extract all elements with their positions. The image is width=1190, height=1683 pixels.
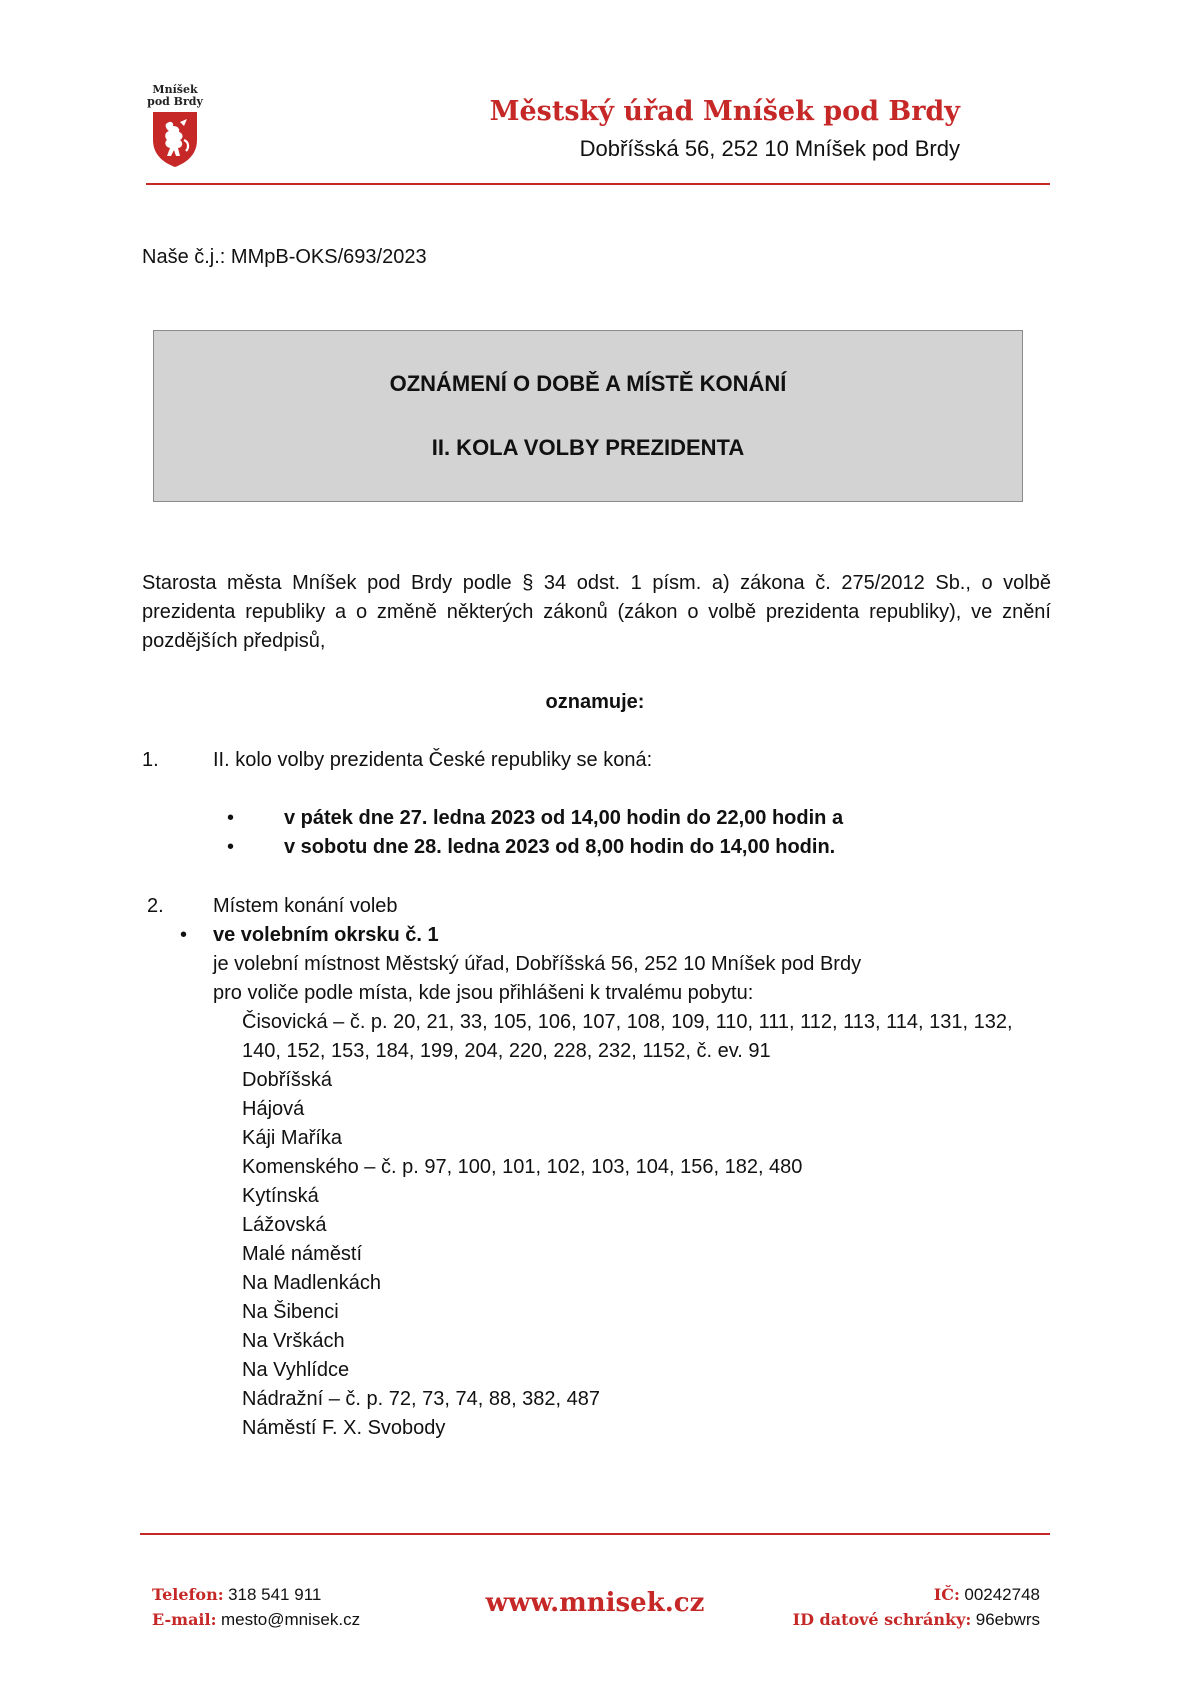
ic-value: 00242748 — [964, 1585, 1040, 1604]
list-item: Náměstí F. X. Svobody — [242, 1417, 446, 1439]
ic-label: IČ: — [933, 1585, 960, 1604]
header-divider — [146, 183, 1050, 185]
phone-value: 318 541 911 — [228, 1585, 322, 1604]
email-label: E-mail: — [152, 1610, 217, 1629]
date-item-friday: v pátek dne 27. ledna 2023 od 14,00 hodin do 22,00 hodin a — [284, 807, 844, 829]
list-item: Na Madlenkách — [242, 1272, 381, 1294]
footer-databox — [793, 1610, 1040, 1630]
list-item: Lážovská — [242, 1214, 327, 1236]
municipal-logo — [140, 84, 210, 168]
bullet-icon: • — [227, 836, 235, 858]
databox-label: ID datové schránky: — [792, 1610, 972, 1629]
section2-text: Místem konání voleb — [213, 895, 398, 917]
footer-ic — [934, 1585, 1040, 1605]
list-item: Komenského – č. p. 97, 100, 101, 102, 103, 104, 156, 182, 480 — [242, 1156, 803, 1178]
list-item: Malé náměstí — [242, 1243, 363, 1265]
website-link[interactable]: www.mnisek.cz — [485, 1588, 705, 1618]
reference-number: Naše č.j.: MMpB-OKS/693/2023 — [142, 246, 427, 268]
office-address: Dobříšská 56, 252 10 Mníšek pod Brdy — [579, 136, 960, 161]
logo-line2: pod Brdy — [147, 95, 203, 108]
date-item-saturday: v sobotu dne 28. ledna 2023 od 8,00 hodin do 14,00 hodin. — [284, 836, 836, 858]
email-link[interactable]: mesto@mnisek.cz — [220, 1610, 361, 1629]
coat-of-arms-icon — [151, 110, 199, 168]
phone-label: Telefon: — [152, 1585, 224, 1604]
street-list — [242, 1008, 1054, 1443]
list-item: Dobříšská — [242, 1069, 333, 1091]
bullet-icon: • — [180, 924, 188, 946]
list-item: Káji Maříka — [242, 1127, 343, 1149]
list-item: Nádražní – č. p. 72, 73, 74, 88, 382, 487 — [242, 1388, 601, 1410]
title-line1: OZNÁMENÍ O DOBĚ A MÍSTĚ KONÁNÍ — [389, 371, 787, 396]
district-heading: ve volebním okrsku č. 1 — [213, 924, 439, 946]
voters-description: pro voliče podle místa, kde jsou přihlášeni k trvalému pobytu: — [213, 982, 754, 1004]
logo-line1: Mníšek — [152, 83, 198, 96]
list-item: Hájová — [242, 1098, 305, 1120]
office-name: Městský úřad Mníšek pod Brdy — [489, 96, 960, 127]
polling-location: je volební místnost Městský úřad, Dobříšská 56, 252 10 Mníšek pod Brdy — [213, 953, 862, 975]
title-line2: II. KOLA VOLBY PREZIDENTA — [431, 435, 745, 460]
section2-number: 2. — [147, 895, 164, 917]
list-item: Na Šibenci — [242, 1301, 339, 1323]
databox-value: 96ebwrs — [975, 1610, 1040, 1629]
section1-number: 1. — [142, 749, 159, 771]
footer-divider — [140, 1533, 1050, 1535]
list-item: Čisovická – č. p. 20, 21, 33, 105, 106, 107, 108, 109, 110, 111, 112, 113, 114, 131, 132, 140, 152, 153, 184, 199, 204, 220, 228, 232, 1152, č. ev. 91 — [242, 1011, 1013, 1062]
title-box — [153, 330, 1023, 502]
bullet-icon: • — [227, 807, 235, 829]
list-item: Na Vyhlídce — [242, 1359, 350, 1381]
intro-paragraph: Starosta města Mníšek pod Brdy podle § 34 odst. 1 písm. a) zákona č. 275/2012 Sb., o volbě prezidenta republiky a o změně některých zákonů (zákon o volbě prezidenta republiky), ve znění pozdějších předpisů, — [142, 572, 1051, 652]
list-item: Kytínská — [242, 1185, 319, 1207]
section1-text: II. kolo volby prezidenta České republiky se koná: — [213, 749, 653, 771]
list-item: Na Vrškách — [242, 1330, 345, 1352]
announce-heading: oznamuje: — [545, 691, 645, 713]
